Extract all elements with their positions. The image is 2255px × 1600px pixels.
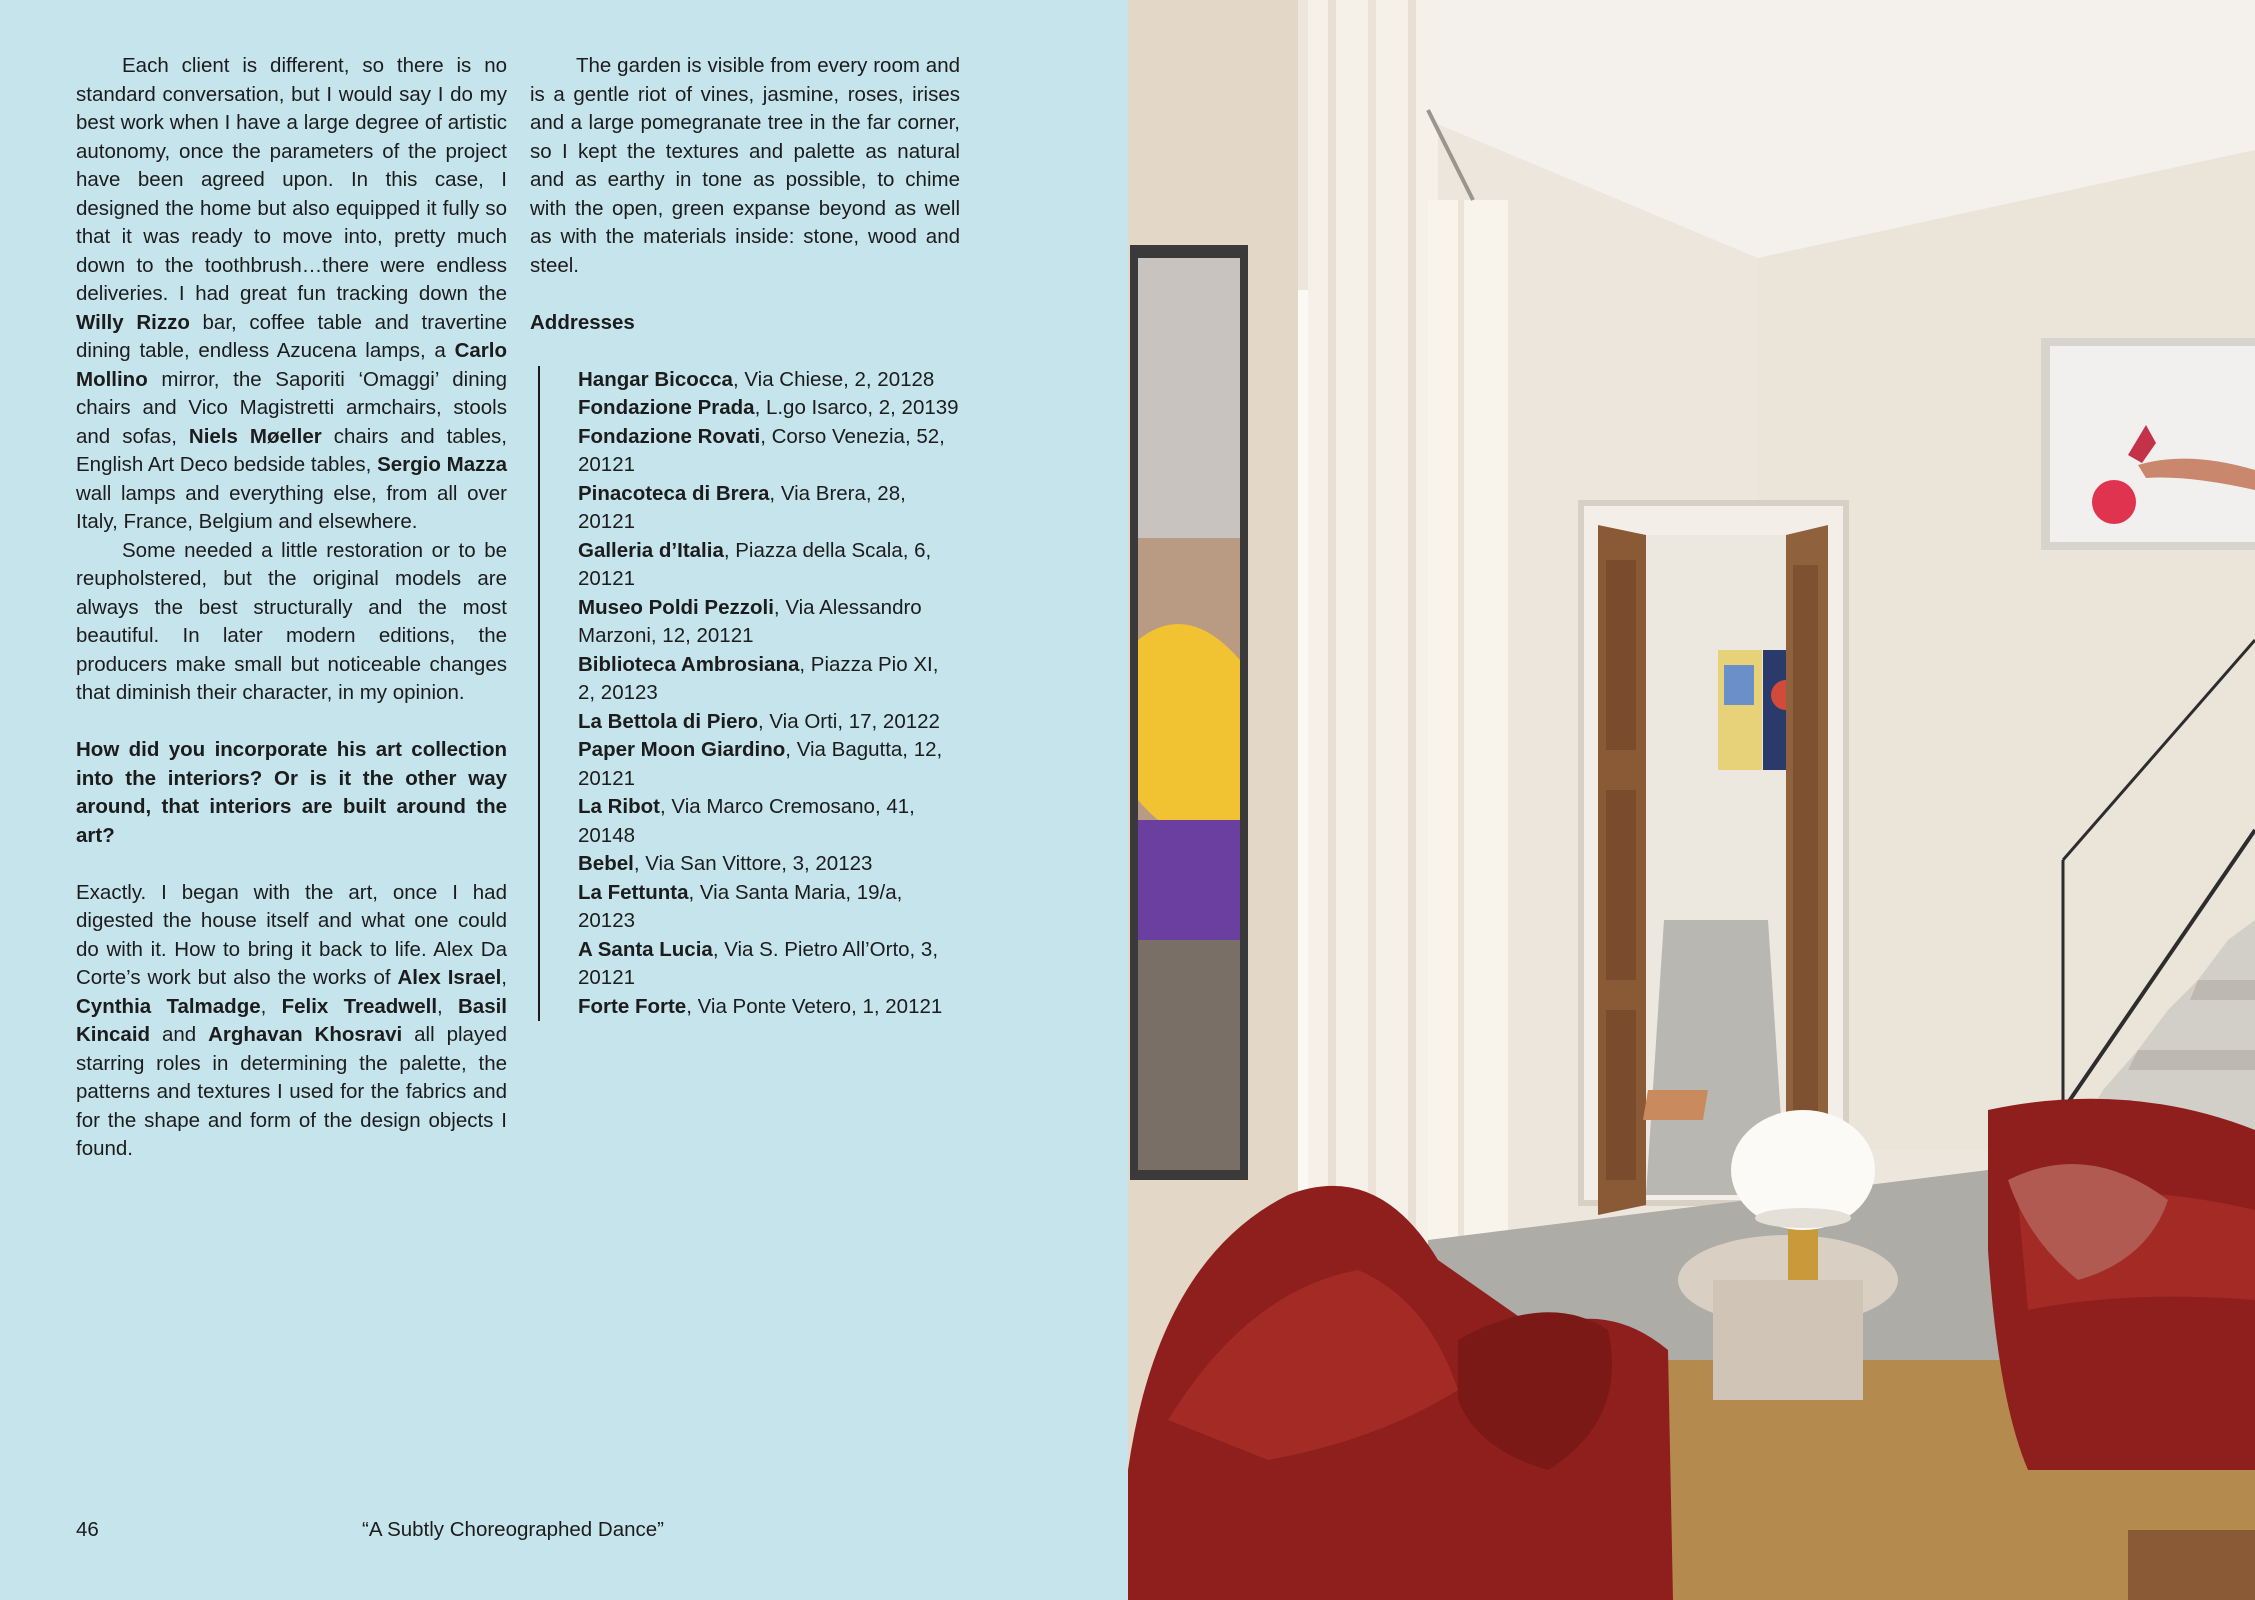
text-run: ,: [260, 994, 282, 1018]
address-item: [578, 651, 960, 708]
address-item: [578, 879, 960, 936]
address-item: [578, 850, 960, 879]
address-name: Hangar Bicocca: [578, 367, 733, 391]
addresses-list: [538, 366, 960, 1022]
address-name: Bebel: [578, 852, 634, 875]
address-details: , Via S. Pietro All’Orto, 3, 20121: [578, 937, 939, 989]
lamp-base: [1788, 1225, 1818, 1280]
address-name: La Ribot: [578, 795, 660, 818]
paragraph-art-collection: [76, 879, 507, 1164]
address-details: , L.go Isarco, 2, 20139: [754, 396, 959, 419]
address-details: , Via Ponte Vetero, 1, 20121: [686, 994, 943, 1018]
address-item: [578, 936, 960, 993]
address-name: La Bettola di Piero: [578, 709, 758, 733]
address-name: Fondazione Prada: [578, 396, 755, 419]
bold-name: Arghavan Khosravi: [208, 1023, 403, 1046]
address-details: , Piazza Pio XI, 2, 20123: [578, 652, 939, 704]
address-item: [578, 366, 960, 395]
address-details: , Via San Vittore, 3, 20123: [633, 852, 873, 875]
bench: [2128, 1530, 2255, 1600]
address-name: Forte Forte: [578, 994, 687, 1018]
address-name: Fondazione Rovati: [578, 424, 761, 448]
address-item: [578, 423, 960, 480]
address-name: Paper Moon Giardino: [578, 738, 786, 761]
text-run: ,: [437, 994, 458, 1018]
address-details: , Piazza della Scala, 6, 20121: [578, 538, 932, 590]
interview-question: How did you incorporate his art collection into the interiors? Or is it the other way around, that interiors are built around the art?: [76, 738, 507, 847]
address-item: [578, 736, 960, 793]
address-item: [578, 394, 960, 423]
paragraph-garden: The garden is visible from every room and is a gentle riot of vines, jasmine, roses, irises and a large pomegranate tree in the far corner, so I kept the textures and palette as natural and as earthy in tone as possible, to chime with the open, green expanse beyond as well as with the materials inside: stone, wood and steel.: [530, 54, 960, 277]
bold-name: Cynthia Talmadge: [76, 994, 261, 1018]
text-run: mirror, the Saporiti ‘Omaggi’ dining chairs and Vico Magistretti armchairs, stools and sofas,: [76, 367, 507, 448]
address-item: [578, 594, 960, 651]
paragraph-restoration: Some needed a little restoration or to be reupholstered, but the original models are always the best structurally and the most beautiful. In later modern editions, the producers make small but noticeable changes that diminish their character, in my opinion.: [76, 538, 507, 704]
address-name: A Santa Lucia: [578, 937, 713, 961]
text-run: wall lamps and everything else, from all over Italy, France, Belgium and elsewhere.: [76, 481, 507, 533]
address-item: [578, 993, 960, 1022]
bold-name: Alex Israel: [397, 966, 502, 989]
text-column-left: [76, 52, 507, 1164]
address-details: , Corso Venezia, 52, 20121: [578, 424, 945, 476]
interior-photo: [1128, 0, 2255, 1600]
address-name: Galleria d’Italia: [578, 538, 724, 562]
paragraph-furnishing: [76, 52, 507, 537]
text-run: ,: [501, 966, 507, 989]
text-run: bar, coffee table and travertine dining table, endless Azucena lamps, a: [76, 310, 507, 362]
bold-name: Sergio Mazza: [377, 453, 507, 476]
page-number: 46: [76, 1518, 99, 1541]
text-run: Exactly. I began with the art, once I had digested the house itself and what one could do with it. How to bring it back to life. Alex Da Corte’s work but also the works of: [76, 880, 507, 989]
text-run: and: [150, 1023, 209, 1046]
address-item: [578, 480, 960, 537]
doormat: [1643, 1090, 1708, 1120]
address-details: , Via Santa Maria, 19/a, 20123: [578, 880, 903, 932]
address-details: , Via Chiese, 2, 20128: [732, 367, 935, 391]
text-run: chairs and tables, English Art Deco bedside tables,: [76, 424, 508, 476]
bold-name: Niels Møeller: [188, 424, 322, 448]
text-column-right: [530, 52, 960, 1021]
address-item: [578, 793, 960, 850]
address-item: [578, 537, 960, 594]
text-run: all played starring roles in determining the palette, the patterns and textures I used for the fabrics and for the shape and form of the design objects I found.: [76, 1023, 507, 1160]
red-ball: [2092, 480, 2136, 524]
bold-name: Felix Treadwell: [281, 994, 438, 1018]
address-name: Museo Poldi Pezzoli: [578, 595, 774, 619]
address-details: , Via Marco Cremosano, 41, 20148: [578, 795, 915, 847]
bold-name: Basil Kincaid: [76, 994, 507, 1046]
address-name: La Fettunta: [578, 880, 689, 904]
bold-name: Carlo Mollino: [76, 339, 507, 391]
address-name: Pinacoteca di Brera: [578, 481, 770, 505]
running-title: “A Subtly Choreographed Dance”: [362, 1518, 664, 1541]
address-details: , Via Alessandro Marzoni, 12, 20121: [578, 595, 922, 647]
address-details: , Via Brera, 28, 20121: [578, 481, 906, 533]
text-run: Each client is different, so there is no standard conversation, but I would say I do my best work when I have a large degree of artistic autonomy, once the parameters of the project have been agreed upon. In this case, I designed the home but also equipped it fully so that it was ready to move into, pretty much down to the toothbrush…there were endless deliveries. I had great fun tracking down the: [76, 54, 507, 305]
address-details: , Via Bagutta, 12, 20121: [578, 738, 943, 790]
address-details: , Via Orti, 17, 20122: [757, 709, 940, 733]
address-item: [578, 708, 960, 737]
bold-name: Willy Rizzo: [76, 310, 190, 334]
curtain-right: [1428, 200, 1508, 1300]
address-name: Biblioteca Ambrosiana: [578, 652, 800, 676]
addresses-heading: Addresses: [530, 310, 635, 334]
